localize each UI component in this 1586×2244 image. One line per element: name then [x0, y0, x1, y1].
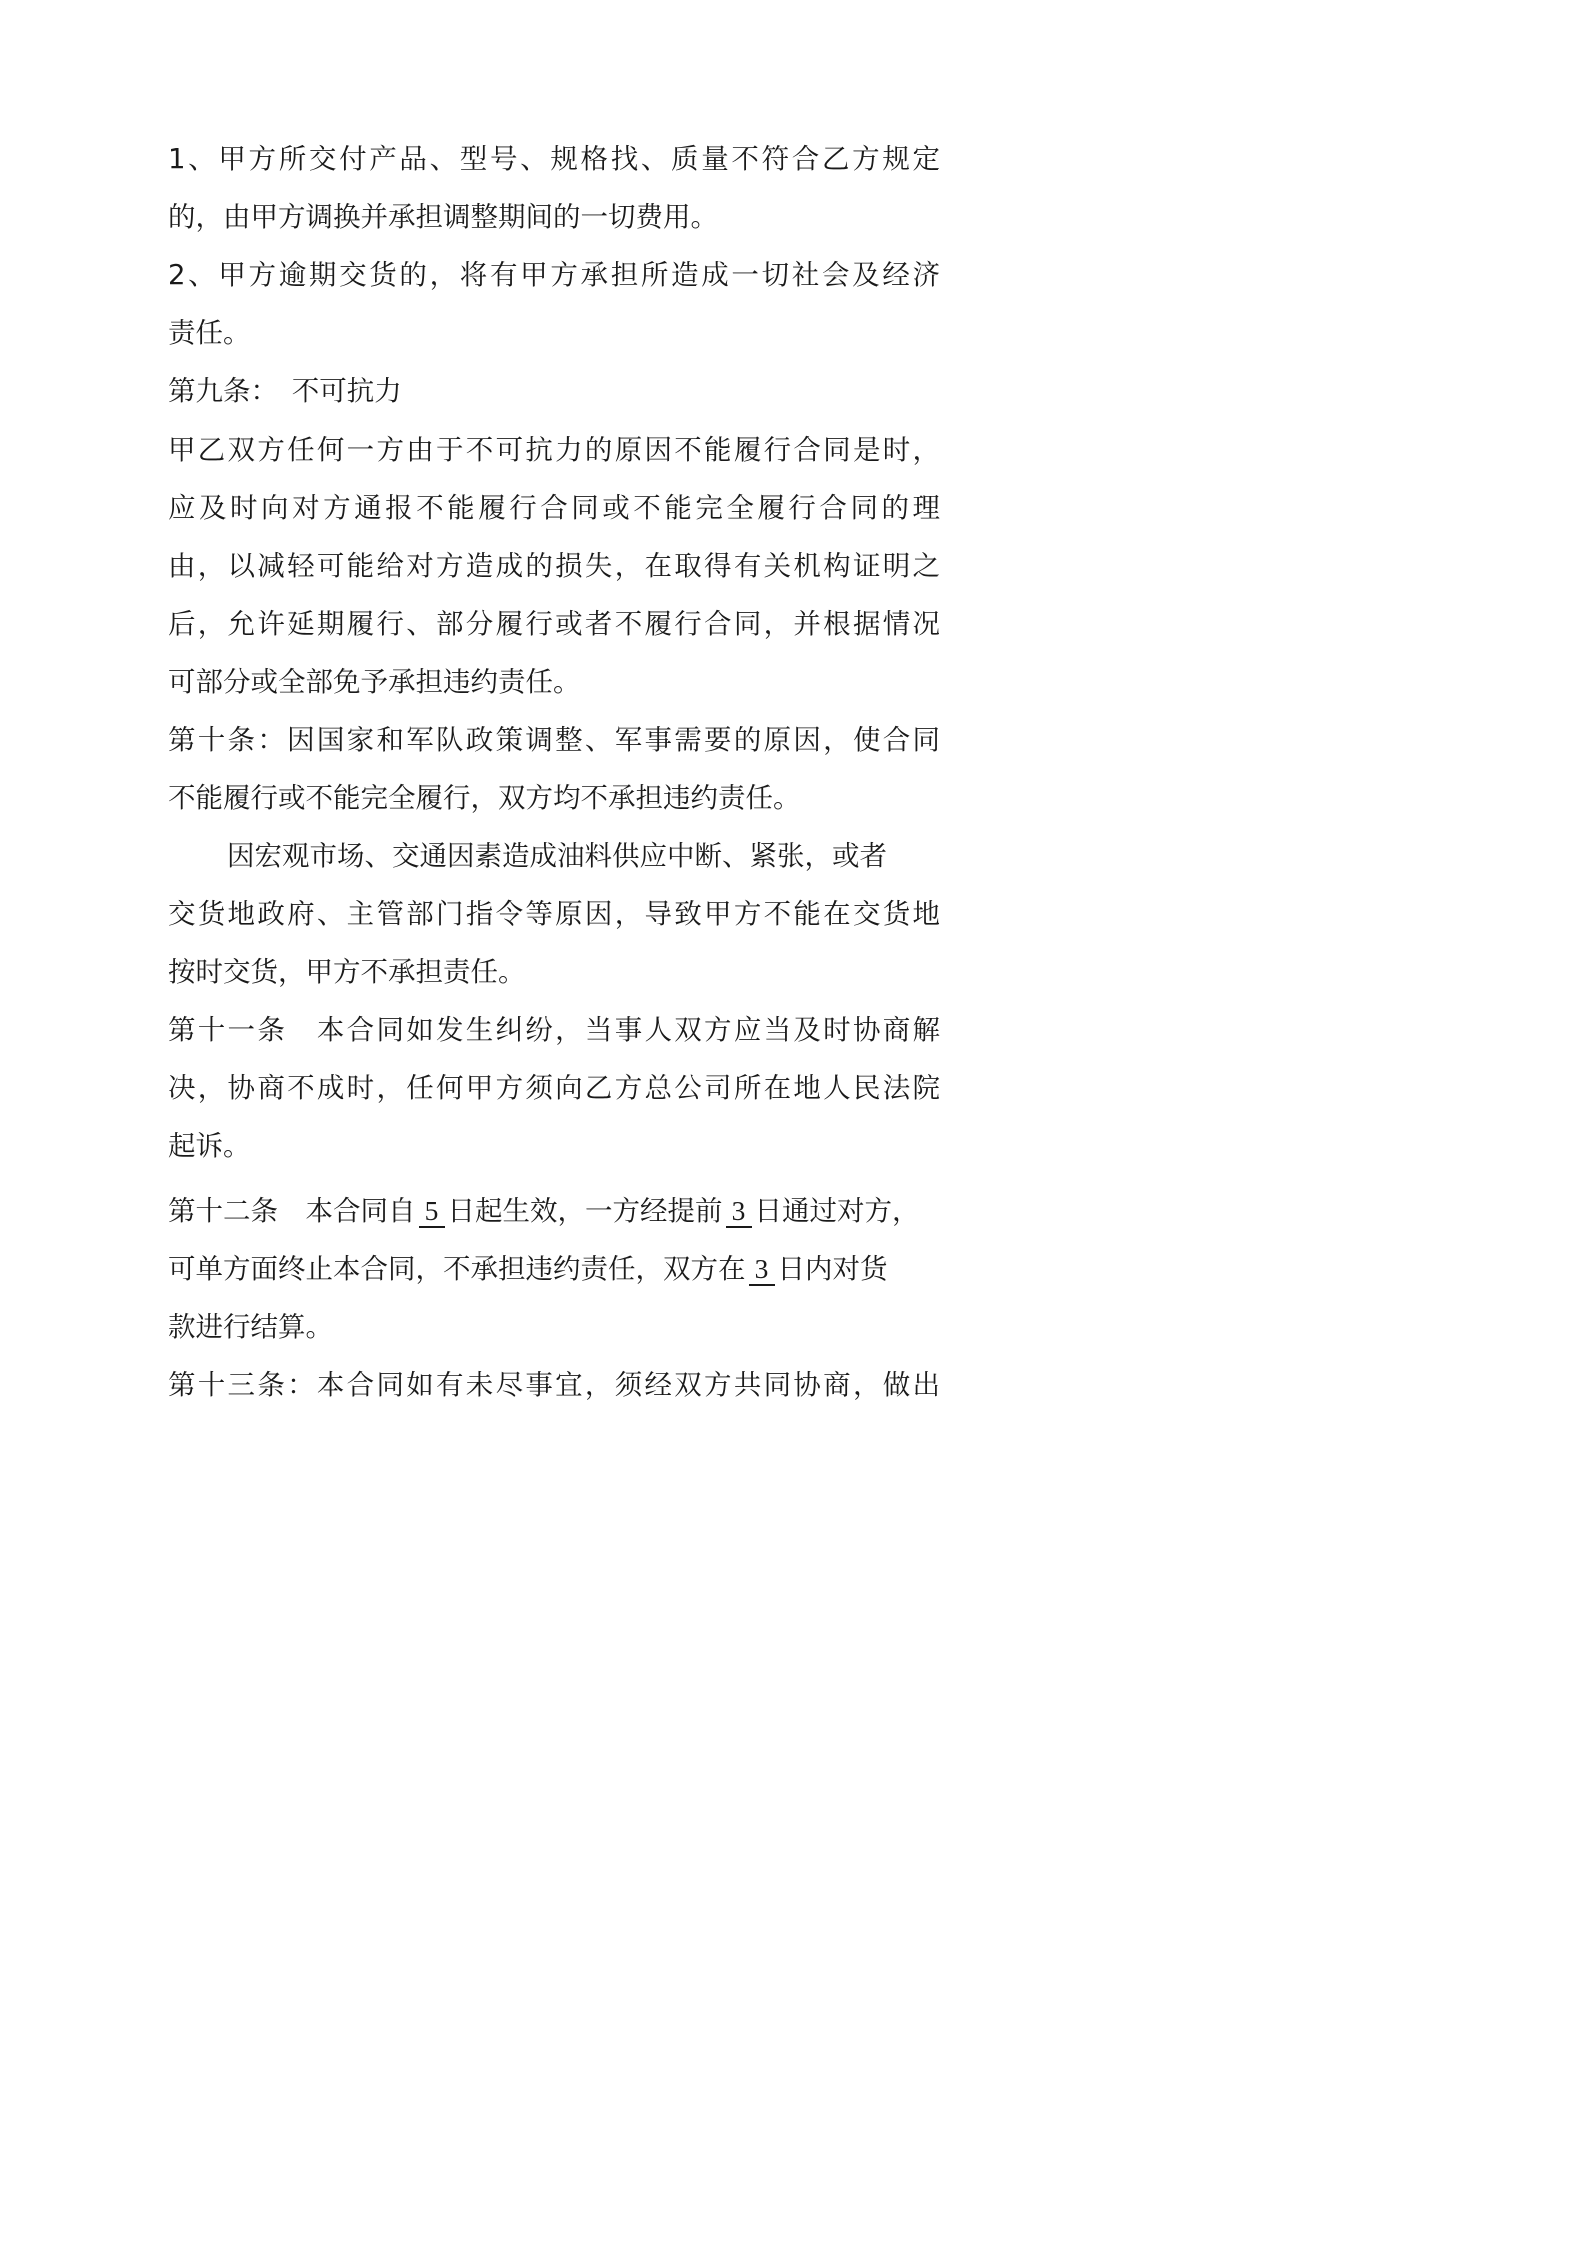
article-10-paragraph-2-line-2: 交货地政府、主管部门指令等原因，导致甲方不能在交货地 [168, 898, 940, 930]
article-9-heading: 第九条： 不可抗力 [168, 375, 402, 407]
article-9-line-1: 甲乙双方任何一方由于不可抗力的原因不能履行合同是时， [168, 434, 940, 466]
article-12-line-2: 可单方面终止本合同，不承担违约责任，双方在 3 日内对货 [168, 1253, 888, 1285]
article-12-line-1: 第十二条 本合同自 5 日起生效，一方经提前 3 日通过对方， [168, 1195, 920, 1227]
article-11-line-2: 决，协商不成时，任何甲方须向乙方总公司所在地人民法院 [168, 1072, 940, 1104]
article-10-line-2: 不能履行或不能完全履行，双方均不承担违约责任。 [168, 782, 801, 814]
article-11-line-1: 第十一条 本合同如发生纠纷，当事人双方应当及时协商解 [168, 1014, 940, 1046]
article-10-paragraph-2-line-1: 因宏观市场、交通因素造成油料供应中断、紧张，或者 [227, 840, 887, 872]
article-9-line-2: 应及时向对方通报不能履行合同或不能完全履行合同的理 [168, 492, 940, 524]
clause-8-item-1-line-1: 1、甲方所交付产品、型号、规格找、质量不符合乙方规定 [168, 143, 940, 175]
document-page [0, 0, 1104, 1561]
settlement-days-value: 3 [749, 1254, 775, 1286]
article-9-line-5: 可部分或全部免予承担违约责任。 [168, 666, 581, 698]
article-10-paragraph-2-line-3: 按时交货，甲方不承担责任。 [168, 956, 526, 988]
article-13-line-1: 第十三条：本合同如有未尽事宜，须经双方共同协商，做出 [168, 1369, 940, 1401]
clause-8-item-2-line-2: 责任。 [168, 317, 251, 349]
article-10-line-1: 第十条：因国家和军队政策调整、军事需要的原因，使合同 [168, 724, 940, 756]
effective-days-value: 5 [419, 1196, 445, 1228]
notice-days-value: 3 [726, 1196, 752, 1228]
clause-8-item-2-line-1: 2、甲方逾期交货的，将有甲方承担所造成一切社会及经济 [168, 259, 940, 291]
clause-8-item-1-line-2: 的，由甲方调换并承担调整期间的一切费用。 [168, 201, 718, 233]
article-9-line-3: 由，以减轻可能给对方造成的损失，在取得有关机构证明之 [168, 550, 940, 582]
article-11-line-3: 起诉。 [168, 1130, 251, 1162]
article-9-line-4: 后，允许延期履行、部分履行或者不履行合同，并根据情况 [168, 608, 940, 640]
article-12-line-3: 款进行结算。 [168, 1311, 333, 1343]
